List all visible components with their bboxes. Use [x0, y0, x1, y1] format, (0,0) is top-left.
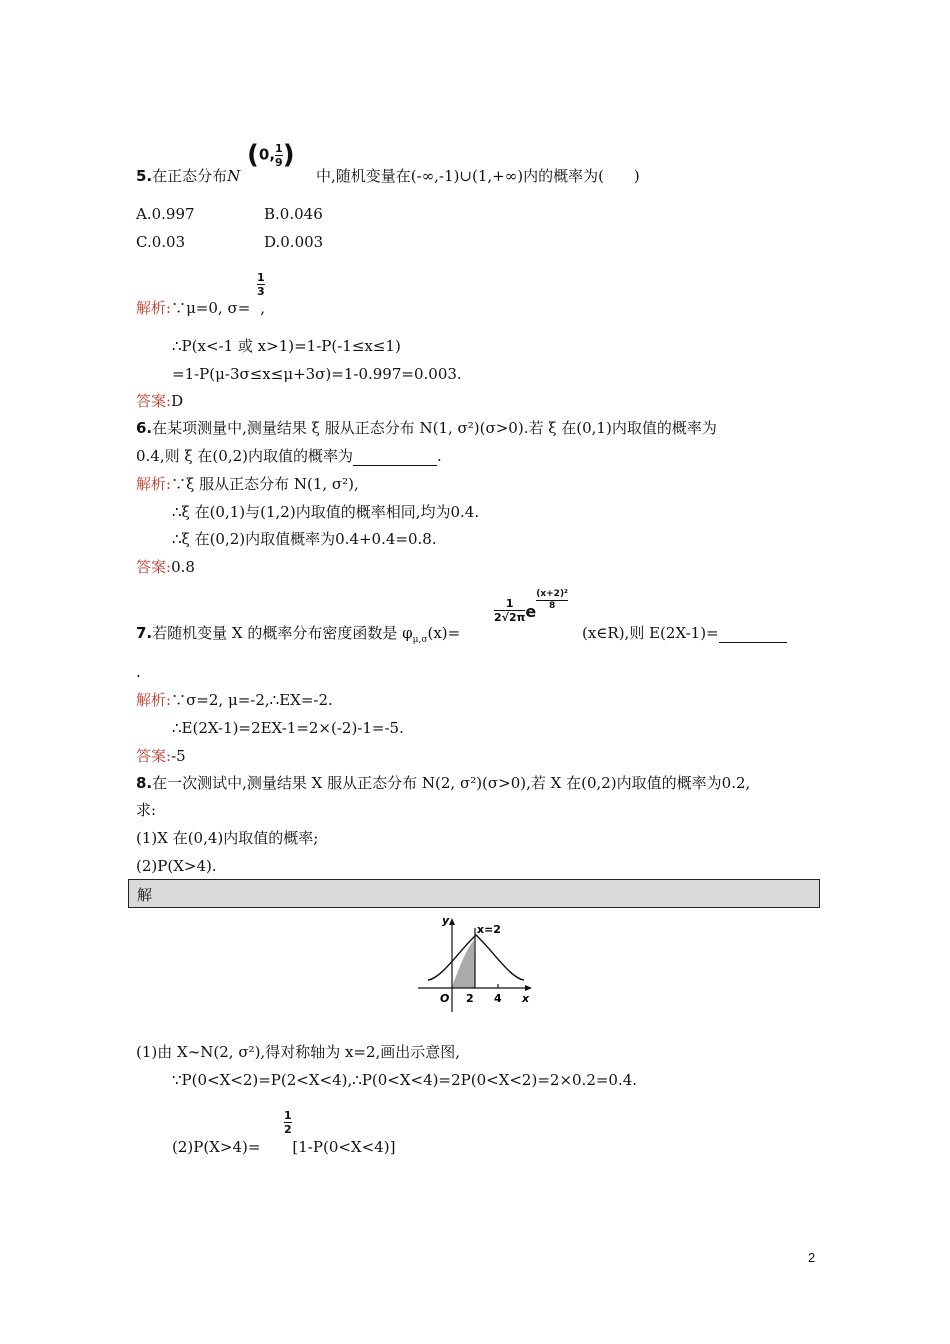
q5-answer-label: 答案:: [136, 392, 172, 410]
q5-option-d: D.0.003: [264, 233, 324, 251]
q6-analysis: 解析:∵ξ 服从正态分布 N(1, σ²),: [136, 475, 359, 493]
q6-analysis-label: 解析:: [136, 475, 172, 493]
q7-analysis-label: 解析:: [136, 691, 172, 709]
x-label: x: [522, 992, 530, 1005]
q5-stem-tail: 中,随机变量在(-∞,-1)∪(1,+∞)内的概率为( ): [316, 167, 640, 185]
q7-stem-tail: (x∈R),则 E(2X-1)=: [582, 623, 787, 643]
q6-number: 6.: [136, 419, 153, 437]
q5-option-c: C.0.03: [136, 233, 186, 251]
q5-sigma-frac: $\frac{1}{3}$: [257, 271, 265, 298]
solution-header: [128, 879, 820, 908]
tick-2-label: 2: [466, 992, 474, 1005]
q7-dot: .: [136, 663, 141, 681]
q5-analysis-label: 解析:: [136, 299, 172, 317]
q6-analysis-line3: ∴ξ 在(0,2)内取值概率为0.4+0.4=0.8.: [172, 530, 437, 548]
tick-4-label: 4: [494, 992, 502, 1005]
q8-half-frac: $\frac{1}{2}$: [284, 1109, 292, 1136]
q5-frac-1-9: $\frac{1}{9}$: [275, 141, 283, 169]
q5-option-b: B.0.046: [264, 205, 323, 223]
q8-stem-line2: 求:: [136, 801, 157, 819]
q5-stem: 5.在正态分布N: [136, 167, 241, 185]
q5-analysis: 解析:∵μ=0, σ= ,: [136, 299, 266, 317]
q8-solution-line2: ∵P(0<X<2)=P(2<X<4),∴P(0<X<4)=2P(0<X<2)=2×0.2=0.4.: [172, 1071, 638, 1089]
q7-stem: 7.若随机变量 X 的概率分布密度函数是 $\varphi_{\mu,\sigma}(x)=$: [136, 624, 461, 645]
y-label: y: [442, 914, 450, 927]
bell-curve: [428, 935, 524, 980]
q8-number: 8.: [136, 774, 153, 792]
q7-answer-label: 答案:: [136, 747, 172, 765]
q6-stem-line2: 0.4,则 ξ 在(0,2)内取值的概率为 .: [136, 447, 442, 465]
q5-number: 5.: [136, 167, 153, 185]
normal-curve-figure: [408, 908, 538, 1014]
q8-sub2: (2)P(X>4).: [136, 857, 217, 875]
q7-answer: 答案:-5: [136, 747, 186, 765]
q5-parameter: (0, $\frac{1}{9}$ ): [247, 140, 295, 170]
origin-label: O: [440, 992, 450, 1005]
q7-number: 7.: [136, 624, 153, 642]
q6-answer-blank: [353, 449, 437, 466]
symmetry-label: x=2: [477, 923, 501, 936]
q6-answer-label: 答案:: [136, 558, 172, 576]
q8-solution-line3: (2)P(X>4)= [1-P(0<X<4)]: [172, 1138, 396, 1156]
q7-density-formula: $\frac{1}{2√2\pi}$ e $\frac{\text{(x+2)²}}{8}$: [494, 589, 568, 624]
q5-analysis-line3: =1-P(μ-3σ≤x≤μ+3σ)=1-0.997=0.003.: [172, 365, 462, 383]
q5-analysis-line2: ∴P(x<-1 或 x>1)=1-P(-1≤x≤1): [172, 337, 401, 355]
q8-stem-line1: 8.在一次测试中,测量结果 X 服从正态分布 N(2, σ²)(σ>0),若 X 在(0,2)内取值的概率为0.2,: [136, 774, 751, 792]
q6-stem-line1: 6.在某项测量中,测量结果 ξ 服从正态分布 N(1, σ²)(σ>0).若 ξ 在(0,1)内取值的概率为: [136, 419, 717, 437]
q6-answer: 答案:0.8: [136, 558, 195, 576]
q8-solution-line1: (1)由 X~N(2, σ²),得对称轴为 x=2,画出示意图,: [136, 1043, 461, 1061]
q7-answer-blank: [719, 626, 787, 643]
page-number: 2: [808, 1250, 816, 1265]
q6-analysis-line2: ∴ξ 在(0,1)与(1,2)内取值的概率相同,均为0.4.: [172, 503, 480, 521]
solution-label: 解: [137, 886, 153, 904]
q7-analysis: 解析:∵σ=2, μ=-2,∴EX=-2.: [136, 691, 333, 709]
q8-sub1: (1)X 在(0,4)内取值的概率;: [136, 829, 319, 847]
q5-option-a: A.0.997: [136, 205, 195, 223]
q5-answer: 答案:D: [136, 392, 184, 410]
q7-analysis-line2: ∴E(2X-1)=2EX-1=2×(-2)-1=-5.: [172, 719, 404, 737]
